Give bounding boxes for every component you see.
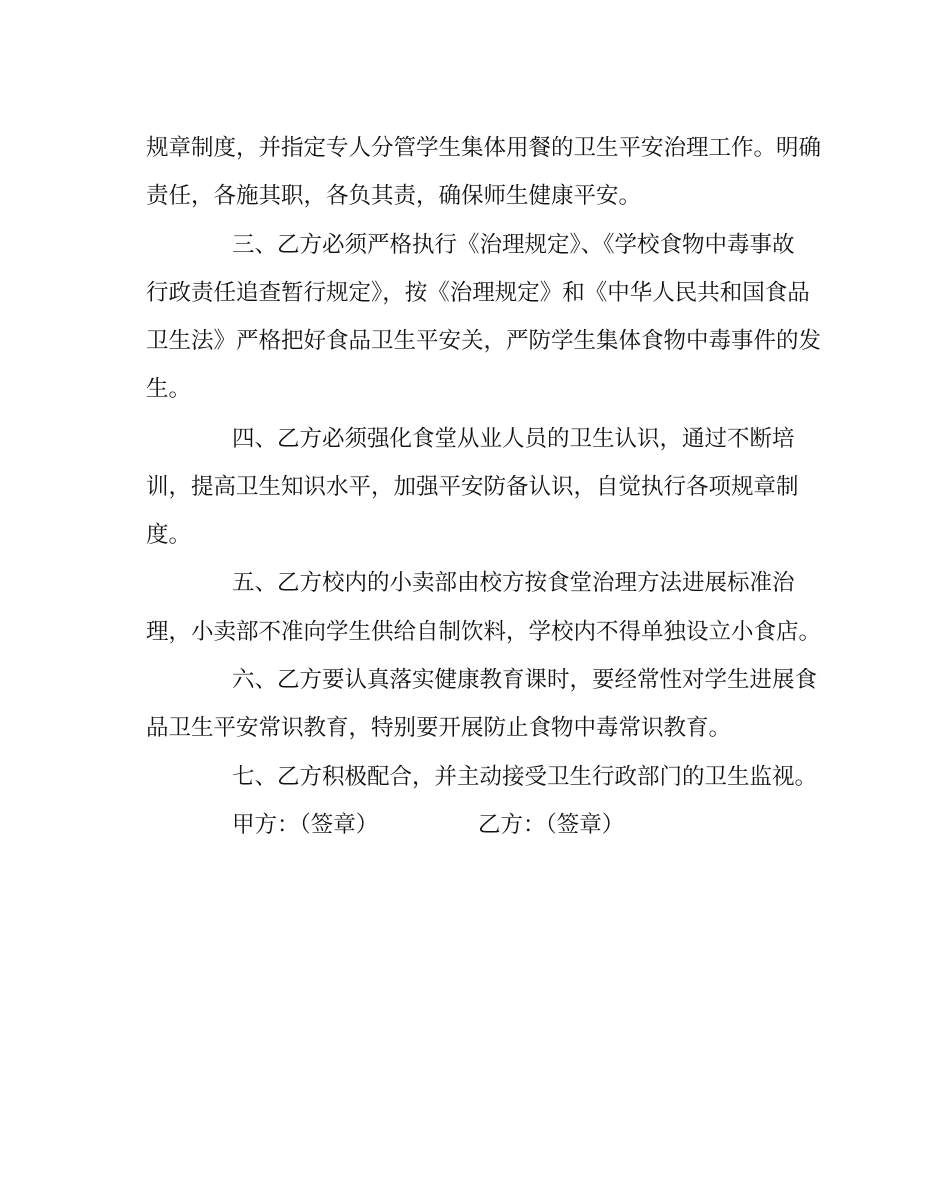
paragraph-line: 生。 [146,376,192,402]
paragraph-line: 规章制度，并指定专人分管学生集体用餐的卫生平安治理工作。明确 [146,135,822,161]
party-b-signature: 乙方：（签章） [478,812,625,838]
paragraph-line: 五、乙方校内的小卖部由校方按食堂治理方法进展标准治 [232,570,795,596]
paragraph-line: 责任，各施其职，各负其责，确保师生健康平安。 [146,183,642,209]
paragraph-line: 理，小卖部不准向学生供给自制饮料，学校内不得单独设立小食店。 [146,619,822,645]
party-a-signature: 甲方：（签章） [232,812,379,838]
paragraph-line: 行政责任追查暂行规定》，按《治理规定》和《中华人民共和国食品 [146,280,810,306]
paragraph-line: 品卫生平安常识教育，特别要开展防止食物中毒常识教育。 [146,715,732,741]
paragraph-line: 度。 [146,522,192,548]
paragraph-line: 三、乙方必须严格执行《治理规定》、《学校食物中毒事故 [232,232,795,258]
paragraph-line: 六、乙方要认真落实健康教育课时，要经常性对学生进展食 [232,667,818,693]
paragraph-line: 训，提高卫生知识水平，加强平安防备认识，自觉执行各项规章制 [146,474,799,500]
paragraph-line: 七、乙方积极配合，并主动接受卫生行政部门的卫生监视。 [232,764,818,790]
paragraph-line: 四、乙方必须强化食堂从业人员的卫生认识，通过不断培 [232,426,795,452]
paragraph-line: 卫生法》严格把好食品卫生平安关，严防学生集体食物中毒事件的发 [146,328,822,354]
